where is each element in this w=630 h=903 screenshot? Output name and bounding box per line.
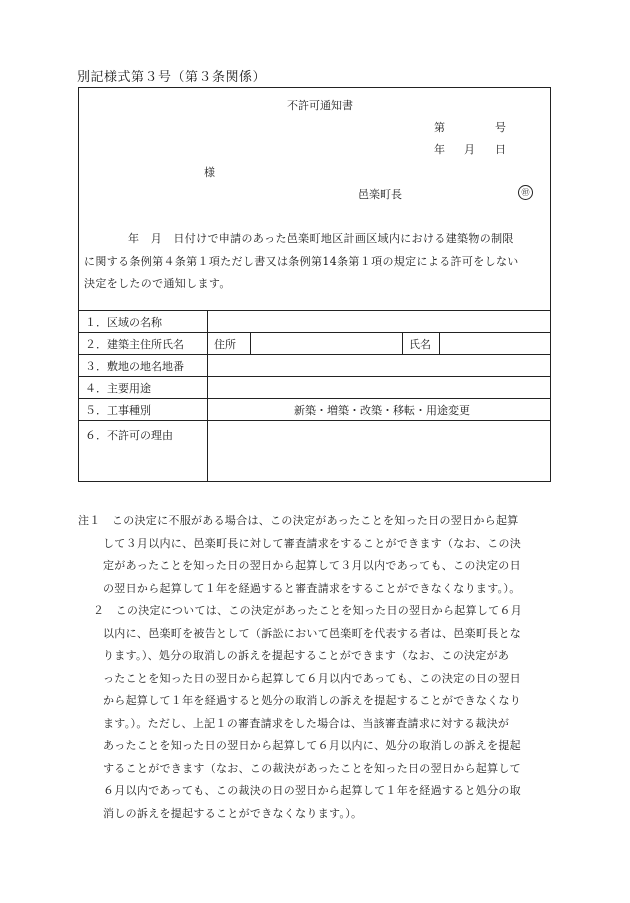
note-line: 以内に、邑楽町を被告として（訴訟において邑楽町を代表する者は、邑楽町長とな (103, 626, 522, 640)
denial-reason-value (208, 421, 551, 482)
main-use-value (208, 377, 551, 399)
note-line: 注１ この決定に不服がある場合は、この決定があったことを知った日の翌日から起算 (78, 514, 519, 527)
notice-body-line: 決定をしたので通知します。 (84, 277, 231, 290)
builder-label: ２．建築主住所氏名 (79, 333, 208, 355)
issuer-name: 邑楽町長 (358, 188, 402, 201)
number-dai-label: 第 (434, 121, 445, 134)
table-row (79, 421, 551, 482)
notice-title: 不許可通知書 (287, 99, 353, 112)
notice-body (84, 228, 547, 296)
form-title: 別記様式第３号（第３条関係） (77, 70, 267, 85)
note-line: ６月以内であっても、この裁決の日の翌日から起算して１年を経過すると処分の取 (103, 784, 521, 797)
table-row (79, 355, 551, 377)
area-name-value (208, 311, 551, 333)
lot-number-value (208, 355, 551, 377)
date-month-label: 月 (464, 143, 475, 156)
table-row (79, 311, 551, 333)
name-value (440, 333, 551, 355)
area-name-label: １．区域の名称 (79, 311, 208, 333)
lot-number-label: ３．敷地の地名地番 (79, 355, 208, 377)
table-row (79, 377, 551, 399)
notice-body-line: 年 月 日付けで申請のあった邑楽町地区計画区域内における建築物の制限 (128, 232, 514, 245)
work-type-label: ５．工事種別 (79, 399, 208, 421)
note-line: ２ この決定については、この決定があったことを知った日の翌日から起算して６月 (93, 604, 523, 617)
note-line: 定があったことを知った日の翌日から起算して３月以内であっても、この決定の日 (103, 559, 521, 572)
main-use-label: ４．主要用途 (79, 377, 208, 399)
date-day-label: 日 (495, 143, 506, 156)
table-row (79, 399, 551, 421)
name-label: 氏名 (403, 333, 440, 355)
address-label: 住所 (208, 333, 251, 355)
note-line: ます。）。ただし、上記１の審査請求をした場合は、当該審査請求に対する裁決が (103, 716, 510, 730)
date-year-label: 年 (434, 143, 445, 156)
notice-box (78, 87, 551, 311)
note-line: から起算して１年を経過すると処分の取消しの訴えを提起することができなくなり (103, 694, 522, 707)
address-value (251, 333, 403, 355)
number-go-label: 号 (495, 121, 506, 134)
denial-reason-label: ６．不許可の理由 (79, 421, 208, 482)
notes-section (78, 510, 618, 825)
addressee-suffix: 様 (204, 166, 215, 179)
note-line: して３月以内に、邑楽町長に対して審査請求をすることができます（なお、この決 (103, 536, 522, 550)
note-line: の翌日から起算して１年を経過すると審査請求をすることができなくなります。）。 (103, 581, 521, 595)
note-line: することができます（なお、この裁決があったことを知った日の翌日から起算して (103, 761, 521, 775)
table-row (79, 333, 551, 355)
work-type-value: 新築・増築・改築・移転・用途変更 (208, 399, 551, 421)
details-table (78, 310, 551, 482)
note-line: あったことを知った日の翌日から起算して６月以内に、処分の取消しの訴えを提起 (103, 739, 521, 752)
seal-icon: ㊞ (518, 185, 533, 200)
notice-body-line: に関する条例第４条第１項ただし書又は条例第14条第１項の規定による許可をしない (84, 254, 519, 268)
note-line: ったことを知った日の翌日から起算して６月以内であっても、この決定の日の翌日 (103, 671, 521, 685)
note-line: 消しの訴えを提起することができなくなります。）。 (103, 806, 363, 820)
note-line: ります。）、処分の取消しの訴えを提起することができます（なお、この決定があ (103, 649, 510, 662)
